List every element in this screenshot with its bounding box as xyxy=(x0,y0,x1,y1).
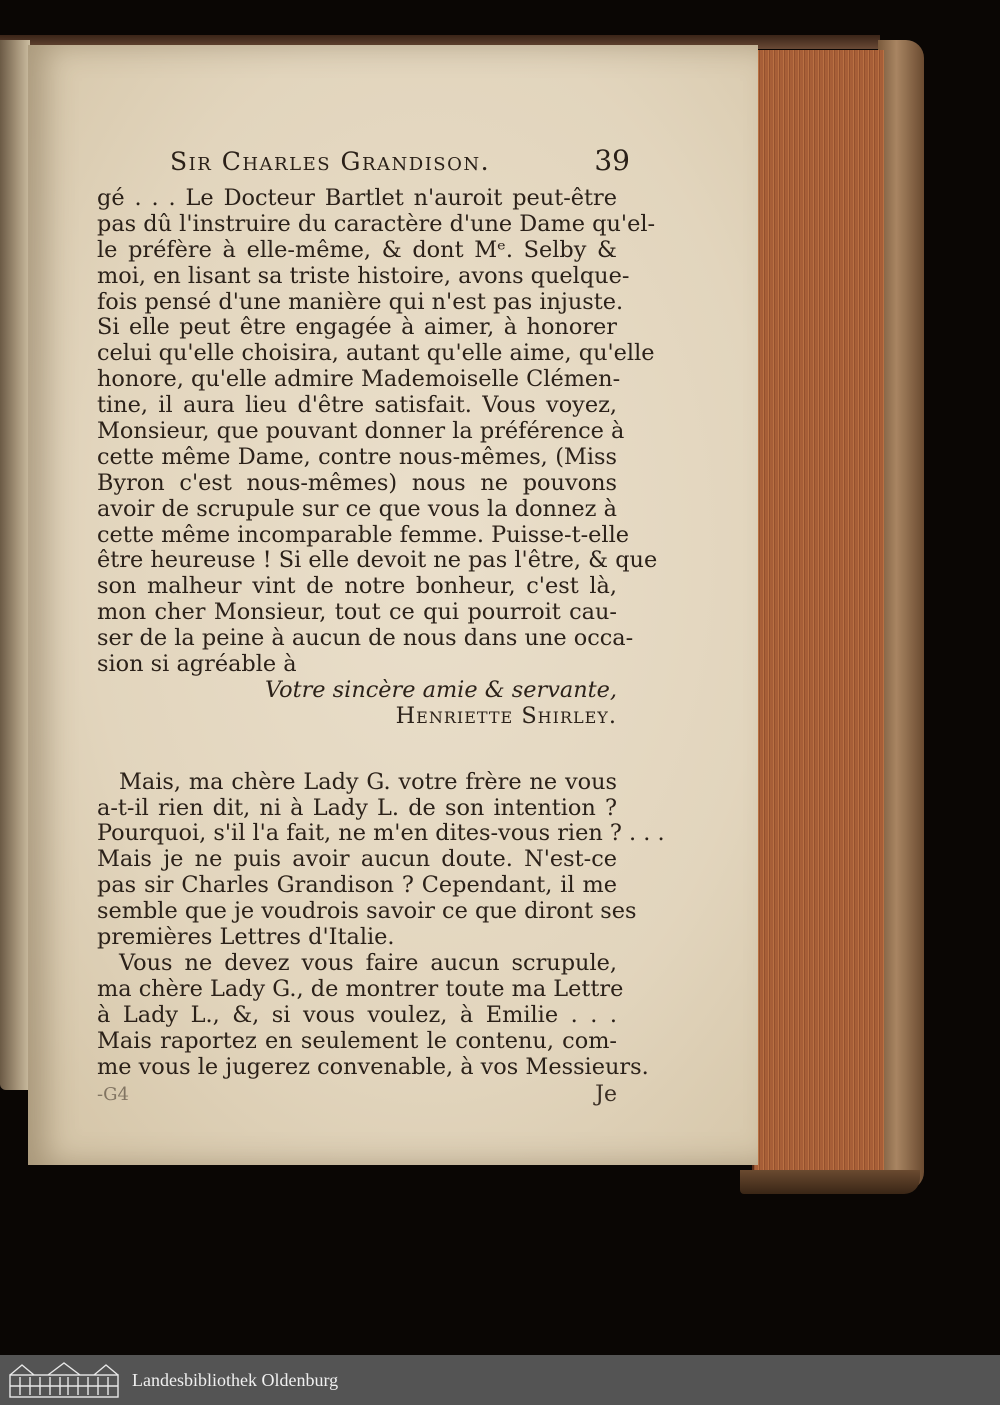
text-line: avoir de scrupule sur ce que vous la donnez à xyxy=(97,495,617,522)
text-line: sion si agréable à xyxy=(97,651,297,678)
text-line: celui qu'elle choisira, autant qu'elle aime, qu'elle xyxy=(97,340,655,367)
page-footer-row xyxy=(97,1080,617,1110)
text-line: me vous le jugerez convenable, à vos Messieurs. xyxy=(97,1053,649,1080)
text-line: à Lady L., &, si vous voulez, à Emilie . . . xyxy=(97,1001,617,1028)
catchword: Je xyxy=(595,1082,617,1108)
left-page-edge xyxy=(0,40,30,1090)
text-line: ser de la peine à aucun de nous dans une occa- xyxy=(97,625,634,652)
text-line: Pourquoi, s'il l'a fait, ne m'en dites-vous rien ? . . . xyxy=(97,820,665,847)
text-line: Si elle peut être engagée à aimer, à honorer xyxy=(97,314,617,341)
text-line: le préfère à elle-même, & dont Mᵉ. Selby & xyxy=(97,236,617,263)
text-line: a-t-il rien dit, ni à Lady L. de son intention ? xyxy=(97,794,617,821)
running-title: Sir Charles Grandison. xyxy=(170,147,491,176)
text-line: Vous ne devez vous faire aucun scrupule, xyxy=(119,949,617,976)
text-line: ma chère Lady G., de montrer toute ma Lettre xyxy=(97,975,624,1002)
signature-mark: -G4 xyxy=(97,1084,129,1106)
text-line: son malheur vint de notre bonheur, c'est là, xyxy=(97,573,617,600)
paragraph-2 xyxy=(97,768,665,951)
text-line: Byron c'est nous-mêmes) nous ne pouvons xyxy=(97,469,617,496)
library-building-icon xyxy=(8,1361,120,1399)
text-line: Mais raportez en seulement le contenu, com- xyxy=(97,1027,617,1054)
signature-name: Henriette Shirley. xyxy=(395,702,617,729)
text-line: Monsieur, que pouvant donner la préférence à xyxy=(97,418,625,445)
text-line: semble que je voudrois savoir ce que diront ses xyxy=(97,898,637,925)
book-cover-bottom xyxy=(740,1170,920,1194)
library-name: Landesbibliothek Oldenburg xyxy=(132,1369,339,1390)
text-line: mon cher Monsieur, tout ce qui pourroit cau- xyxy=(97,599,617,626)
signature-closing: Votre sincère amie & servante, xyxy=(265,676,617,703)
text-line: cette même incomparable femme. Puisse-t-elle xyxy=(97,521,629,548)
paragraph-3 xyxy=(97,949,649,1080)
text-line: pas dû l'instruire du caractère d'une Dame qu'el- xyxy=(97,210,656,237)
book-cover-edge xyxy=(878,40,924,1190)
page-header xyxy=(170,144,630,180)
text-line: moi, en lisant sa triste histoire, avons quelque- xyxy=(97,262,630,289)
text-line: tine, il aura lieu d'être satisfait. Vous voyez, xyxy=(97,392,617,419)
paragraph-gap xyxy=(97,730,617,770)
text-line: Mais je ne puis avoir aucun doute. N'est-ce xyxy=(97,846,617,873)
text-line: fois pensé d'une manière qui n'est pas injuste. xyxy=(97,288,624,315)
text-line: être heureuse ! Si elle devoit ne pas l'être, & que xyxy=(97,547,658,574)
text-line: premières Lettres d'Italie. xyxy=(97,924,395,951)
page-number: 39 xyxy=(594,144,630,177)
text-line: gé . . . Le Docteur Bartlet n'auroit peut-être xyxy=(97,185,617,211)
text-line: Mais, ma chère Lady G. votre frère ne vous xyxy=(119,768,617,795)
text-line: cette même Dame, contre nous-mêmes, (Miss xyxy=(97,443,617,470)
text-line: honore, qu'elle admire Mademoiselle Clémen- xyxy=(97,366,621,393)
library-footer-bar xyxy=(0,1355,1000,1405)
book-fore-edge xyxy=(752,50,884,1180)
text-line: pas sir Charles Grandison ? Cependant, il me xyxy=(97,872,617,899)
paragraph-letter-end xyxy=(97,185,658,678)
text-block xyxy=(97,185,665,1110)
